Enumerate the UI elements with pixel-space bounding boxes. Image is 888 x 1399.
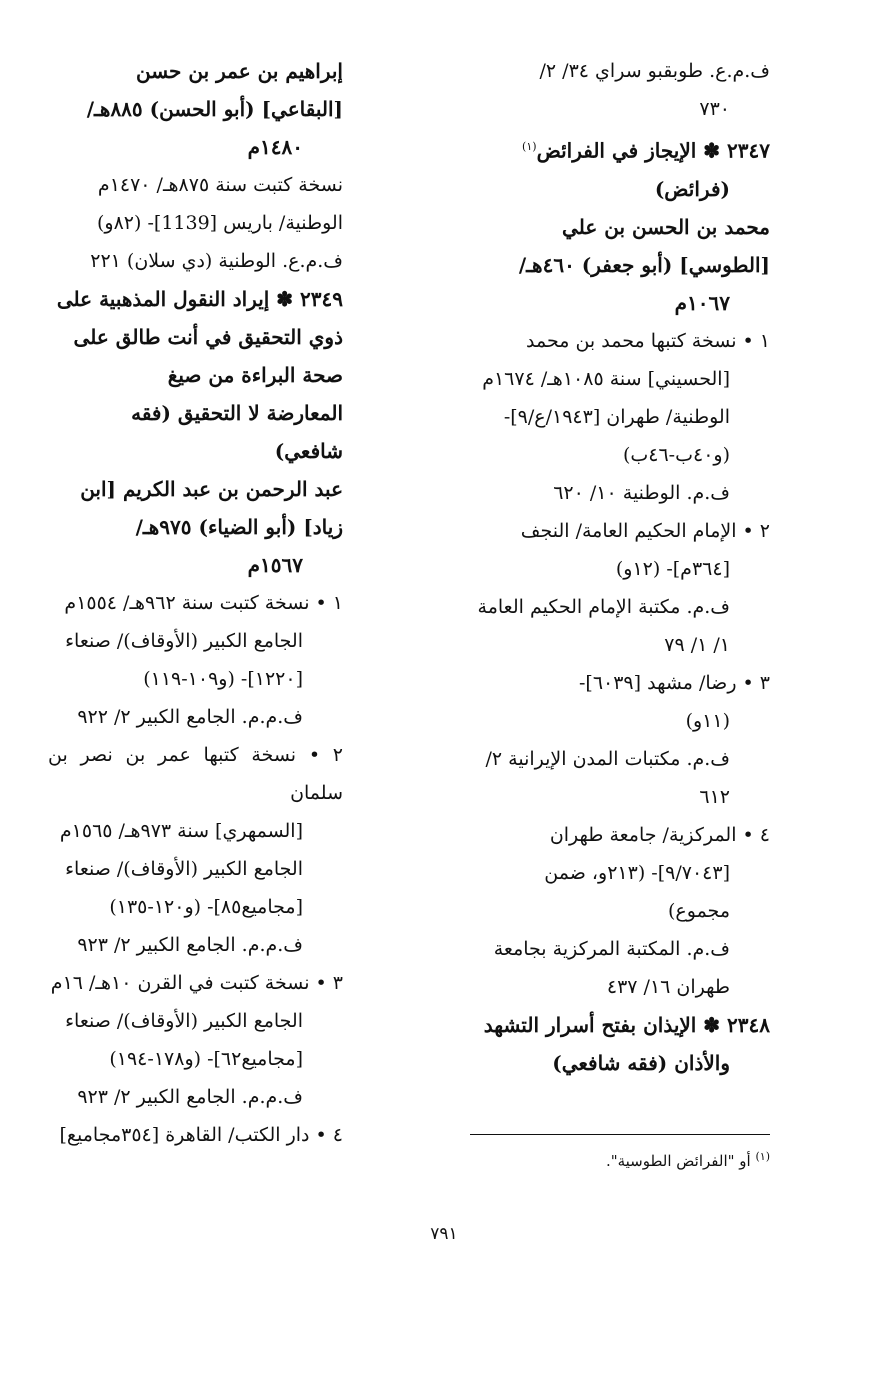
text-line: طهران ١٦/ ٤٣٧ [606, 975, 730, 998]
text-line: [الحسيني] سنة ١٠٨٥هـ/ ١٦٧٤م [482, 367, 730, 390]
text-line: ف.م. المكتبة المركزية بجامعة [493, 937, 730, 960]
text-line: الجامع الكبير (الأوقاف)/ صنعاء [65, 1010, 303, 1032]
footnote-marker: (١) [522, 140, 537, 153]
left-column [48, 52, 343, 1154]
entry-subject: والأذان (فقه شافعي) [552, 1050, 730, 1075]
text-line: [٩/٧٠٤٣]- (٢١٣و، ضمن [544, 861, 730, 884]
manuscript-item: ١ • نسخة كتبها محمد بن محمد [526, 329, 770, 352]
author-line: زياد] (أبو الضياء) ٩٧٥هـ/ [135, 515, 343, 539]
text-line: ف.م.ع. الوطنية (دي سلان) ٢٢١ [90, 250, 343, 272]
text-line: ف.م. الوطنية ١٠/ ٦٢٠ [553, 481, 730, 504]
footnote-text: أو "الفرائض الطوسية". [605, 1152, 751, 1170]
text-line: [١٢٢٠]- (و١٠٩-١١٩) [143, 668, 303, 690]
text-line: نسخة كتبت سنة ٨٧٥هـ/ ١٤٧٠م [97, 174, 343, 196]
author-line: [البقاعي] (أبو الحسن) ٨٨٥هـ/ [86, 97, 343, 121]
entry-heading-2348: ٢٣٤٨ ✽ الإيذان بفتح أسرار التشهد [483, 1012, 770, 1037]
text-line: [٣٦٤م]- (١٢و) [615, 557, 730, 580]
manuscript-item: ٢ • الإمام الحكيم العامة/ النجف [520, 519, 770, 542]
text-line: (١١و) [685, 709, 730, 732]
text-line: الجامع الكبير (الأوقاف)/ صنعاء [65, 630, 303, 652]
entry-title-line: المعارضة لا التحقيق (فقه [131, 401, 343, 425]
author-line: محمد بن الحسن بن علي [562, 214, 770, 239]
entry-title: ٢٣٤٧ ✽ الإيجاز في الفرائض [536, 138, 770, 163]
footnote-marker: (١) [755, 1150, 770, 1163]
text-line: ف.م.م. الجامع الكبير ٢/ ٩٢٢ [77, 706, 303, 728]
right-column [440, 52, 770, 1082]
entry-heading-2347 [440, 128, 770, 170]
entry-title-line: شافعي) [274, 439, 343, 463]
manuscript-item: ٤ • المركزية/ جامعة طهران [549, 823, 770, 846]
manuscript-item: ٤ • دار الكتب/ القاهرة [٣٥٤مجاميع] [59, 1124, 343, 1146]
text-line: [مجاميع٦٢]- (و١٧٨-١٩٤) [109, 1048, 303, 1070]
text-line: [السمهري] سنة ٩٧٣هـ/ ١٥٦٥م [59, 820, 303, 842]
text-line: ٧٣٠ [699, 98, 730, 120]
text-line: ف.م. مكتبة الإمام الحكيم العامة [477, 595, 730, 618]
author-line: ١٠٦٧م [674, 290, 730, 315]
entry-title-line: صحة البراءة من صيغ [167, 363, 343, 387]
text-line: الوطنية/ طهران [١٩٤٣/ع/٩]- [503, 405, 730, 428]
author-line: [الطوسي] (أبو جعفر) ٤٦٠هـ/ [518, 252, 770, 277]
author-line: عبد الرحمن بن عبد الكريم [ابن [80, 477, 343, 501]
page-number: ٧٩١ [430, 1224, 458, 1244]
text-line: ف.م.م. الجامع الكبير ٢/ ٩٢٣ [77, 1086, 303, 1108]
text-line: ٦١٢ [699, 785, 730, 808]
text-line: مجموع) [668, 899, 730, 922]
entry-title-line: ذوي التحقيق في أنت طالق على [73, 325, 343, 349]
text-line: ف.م. مكتبات المدن الإيرانية ٢/ [485, 747, 730, 770]
manuscript-item: ٣ • رضا/ مشهد [٦٠٣٩]- [578, 671, 770, 694]
manuscript-item: ٢ • نسخة كتبها عمر بن نصر بن سلمان [48, 744, 343, 804]
entry-heading-2349: ٢٣٤٩ ✽ إيراد النقول المذهبية على [56, 287, 343, 311]
text-line: [مجاميع٨٥]- (و١٢٠-١٣٥) [109, 896, 303, 918]
text-line: الجامع الكبير (الأوقاف)/ صنعاء [65, 858, 303, 880]
footnote [606, 1150, 770, 1170]
text-line: ف.م.م. الجامع الكبير ٢/ ٩٢٣ [77, 934, 303, 956]
manuscript-item: ١ • نسخة كتبت سنة ٩٦٢هـ/ ١٥٥٤م [64, 592, 343, 614]
text-line: (و٤٠ب-٤٦ب) [622, 443, 730, 466]
author-line: ١٤٨٠م [247, 135, 303, 159]
entry-subject: (فرائض) [654, 176, 730, 201]
author-line: إبراهيم بن عمر بن حسن [135, 59, 343, 83]
text-line: الوطنية/ باريس [1139]- (٨٢و) [97, 212, 343, 234]
text-line: ١/ ١/ ٧٩ [664, 633, 730, 656]
author-line: ١٥٦٧م [247, 553, 303, 577]
footnote-divider [470, 1134, 770, 1135]
text-line: ف.م.ع. طوبقبو سراي ٣٤/ ٢/ [539, 60, 770, 82]
manuscript-item: ٣ • نسخة كتبت في القرن ١٠هـ/ ١٦م [50, 972, 343, 994]
